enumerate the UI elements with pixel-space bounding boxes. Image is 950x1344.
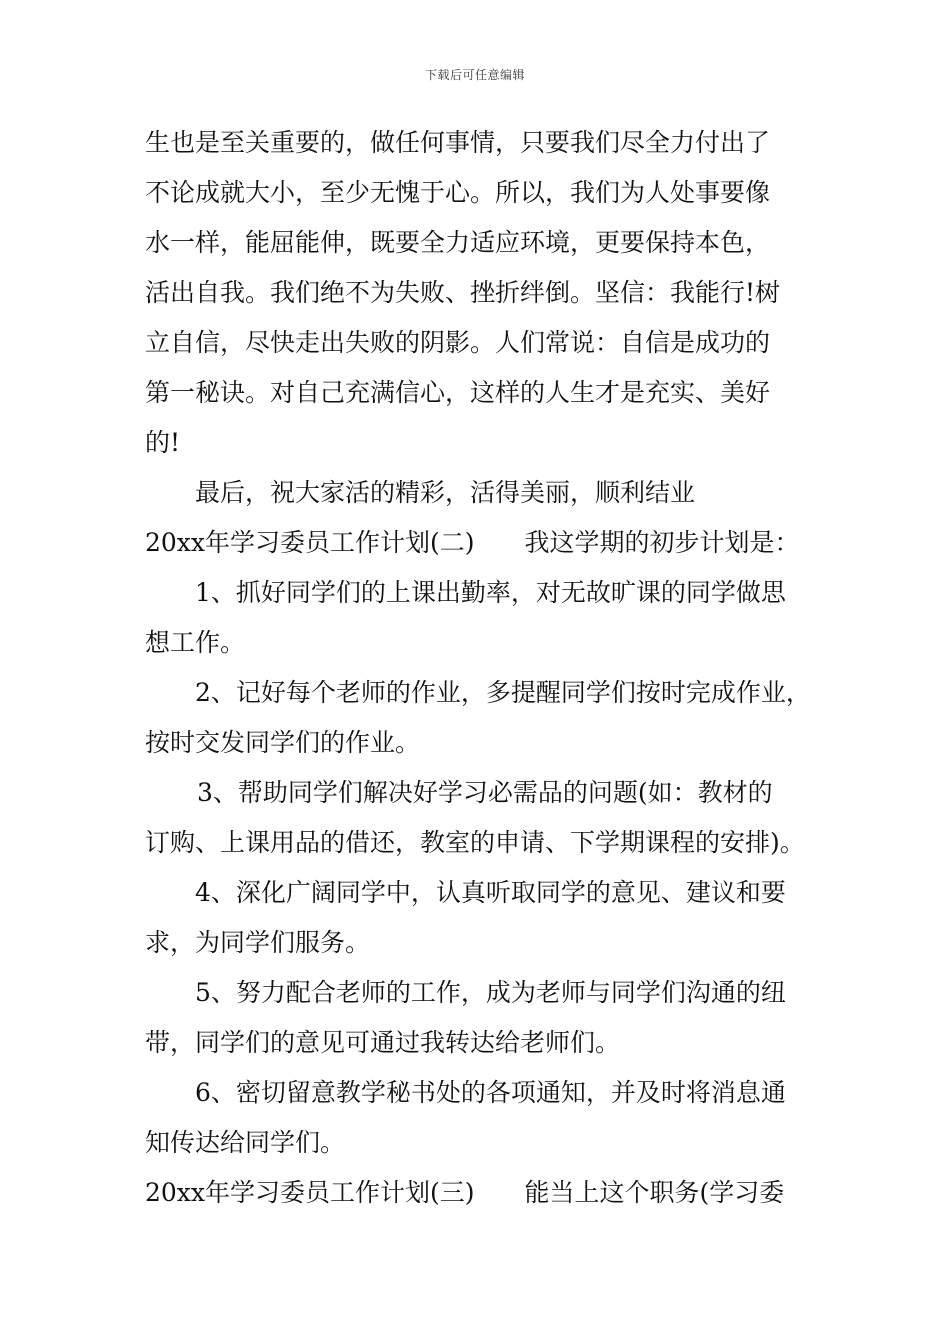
list-item-continuation: 知传达给同学们。	[145, 1128, 346, 1157]
page-header: 下载后可任意编辑	[424, 68, 525, 82]
list-item: 5、努力配合老师的工作，成为老师与同学们沟通的纽	[195, 978, 786, 1007]
section-heading-line: 20xx年学习委员工作计划(三) 能当上这个职务(学习委	[145, 1178, 785, 1207]
paragraph-line: 生也是至关重要的，做任何事情，只要我们尽全力付出了	[145, 128, 771, 157]
list-item-continuation: 按时交发同学们的作业。	[145, 728, 421, 757]
section-heading-line: 20xx年学习委员工作计划(二) 我这学期的初步计划是：	[145, 528, 800, 557]
paragraph-line: 活出自我。我们绝不为失败、挫折绊倒。坚信：我能行!树	[145, 278, 781, 307]
list-item-continuation: 订购、上课用品的借还，教室的申请、下学期课程的安排)。	[145, 828, 805, 857]
paragraph-line: 立自信，尽快走出失败的阴影。人们常说：自信是成功的	[145, 328, 771, 357]
paragraph-line: 不论成就大小，至少无愧于心。所以，我们为人处事要像	[145, 178, 771, 207]
paragraph-line: 第一秘诀。对自己充满信心，这样的人生才是充实、美好	[145, 378, 771, 407]
list-item-continuation: 带，同学们的意见可通过我转达给老师们。	[145, 1028, 621, 1057]
list-item: 4、深化广阔同学中，认真听取同学的意见、建议和要	[195, 878, 786, 907]
paragraph-line: 水一样，能屈能伸，既要全力适应环境，更要保持本色，	[145, 228, 771, 257]
paragraph-line: 最后，祝大家活的精彩，活得美丽，顺利结业	[195, 478, 696, 507]
paragraph-line: 的!	[145, 428, 181, 457]
list-item: 1、抓好同学们的上课出勤率，对无故旷课的同学做思	[195, 578, 786, 607]
list-item: 6、密切留意教学秘书处的各项通知，并及时将消息通	[195, 1078, 786, 1107]
list-item: 3、帮助同学们解决好学习必需品的问题(如：教材的	[197, 778, 773, 807]
list-item-continuation: 求，为同学们服务。	[145, 928, 371, 957]
list-item-continuation: 想工作。	[145, 628, 246, 657]
list-item: 2、记好每个老师的作业，多提醒同学们按时完成作业，	[195, 678, 811, 707]
